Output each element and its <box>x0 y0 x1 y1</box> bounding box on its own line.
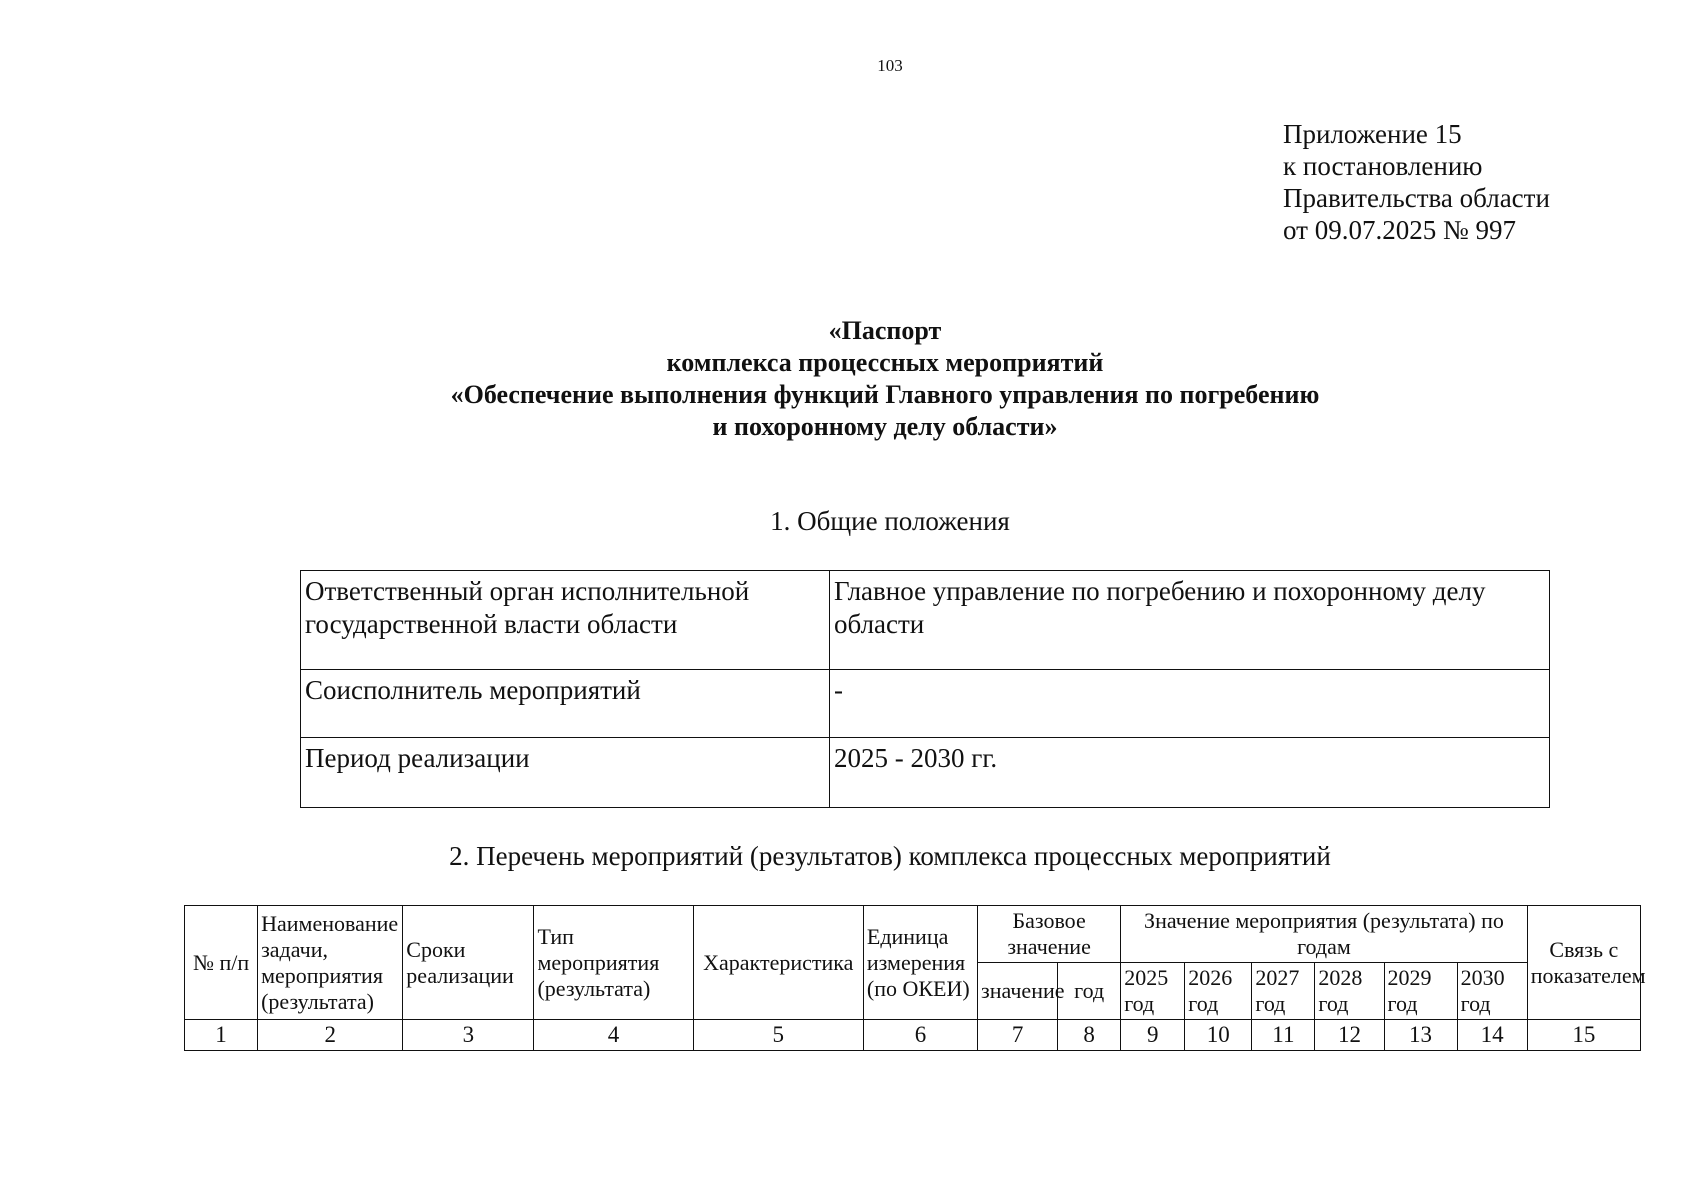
table-row <box>301 571 1550 670</box>
column-number: 3 <box>403 1020 534 1051</box>
co-executor-value: - <box>830 670 1550 738</box>
appendix-line: от 09.07.2025 № 997 <box>1283 215 1516 245</box>
column-number: 10 <box>1185 1020 1252 1051</box>
page-number: 103 <box>877 56 903 75</box>
column-number: 11 <box>1252 1020 1315 1051</box>
header-year: 2025 год <box>1121 963 1185 1020</box>
appendix-line: Приложение 15 <box>1283 119 1462 149</box>
header-characteristic: Характеристика <box>693 906 863 1020</box>
appendix-line: к постановлению <box>1283 151 1483 181</box>
column-number-row <box>185 1020 1641 1051</box>
header-terms: Сроки реализации <box>403 906 534 1020</box>
events-table <box>184 905 1646 1051</box>
title-line: комплекса процессных мероприятий <box>666 348 1104 377</box>
header-link: Связь с показателем <box>1527 906 1640 1020</box>
table-row <box>301 738 1550 808</box>
header-base-value: значение <box>978 963 1058 1020</box>
header-unit: Единица измерения (по ОКЕИ) <box>863 906 977 1020</box>
column-number: 15 <box>1527 1020 1640 1051</box>
period-label: Период реализации <box>301 738 830 808</box>
header-year: 2027 год <box>1252 963 1315 1020</box>
header-year: 2030 год <box>1457 963 1527 1020</box>
column-number: 2 <box>258 1020 403 1051</box>
period-value: 2025 - 2030 гг. <box>830 738 1550 808</box>
column-number: 6 <box>863 1020 977 1051</box>
column-number: 14 <box>1457 1020 1527 1051</box>
table-row <box>301 670 1550 738</box>
header-values-by-year: Значение мероприятия (результата) по годам <box>1121 906 1528 963</box>
appendix-line: Правительства области <box>1283 183 1550 213</box>
column-number: 1 <box>185 1020 258 1051</box>
general-provisions-table <box>300 570 1550 808</box>
header-year: 2029 год <box>1384 963 1457 1020</box>
header-num: № п/п <box>185 906 258 1020</box>
header-base: Базовое значение <box>978 906 1121 963</box>
column-number: 5 <box>693 1020 863 1051</box>
column-number: 4 <box>534 1020 693 1051</box>
document-title <box>0 315 1699 443</box>
header-year: 2026 год <box>1185 963 1252 1020</box>
co-executor-label: Соисполнитель мероприятий <box>301 670 830 738</box>
column-number: 8 <box>1058 1020 1121 1051</box>
responsible-body-value: Главное управление по погребению и похоронному делу области <box>830 571 1550 670</box>
column-number: 9 <box>1121 1020 1185 1051</box>
header-type: Тип мероприятия (результата) <box>534 906 693 1020</box>
title-line: и похоронному делу области» <box>712 412 1058 441</box>
appendix-note <box>1283 118 1550 246</box>
responsible-body-label: Ответственный орган исполнительной государственной власти области <box>301 571 830 670</box>
section2-heading: 2. Перечень мероприятий (результатов) комплекса процессных мероприятий <box>449 841 1331 871</box>
column-number: 7 <box>978 1020 1058 1051</box>
section1-heading: 1. Общие положения <box>770 506 1010 536</box>
column-number: 12 <box>1315 1020 1384 1051</box>
title-line: «Обеспечение выполнения функций Главного управления по погребению <box>450 380 1320 409</box>
header-name: Наименование задачи, мероприятия (результата) <box>258 906 403 1020</box>
header-row <box>185 906 1641 963</box>
title-line: «Паспорт <box>828 316 942 345</box>
header-year: 2028 год <box>1315 963 1384 1020</box>
column-number: 13 <box>1384 1020 1457 1051</box>
header-base-year: год <box>1058 963 1121 1020</box>
